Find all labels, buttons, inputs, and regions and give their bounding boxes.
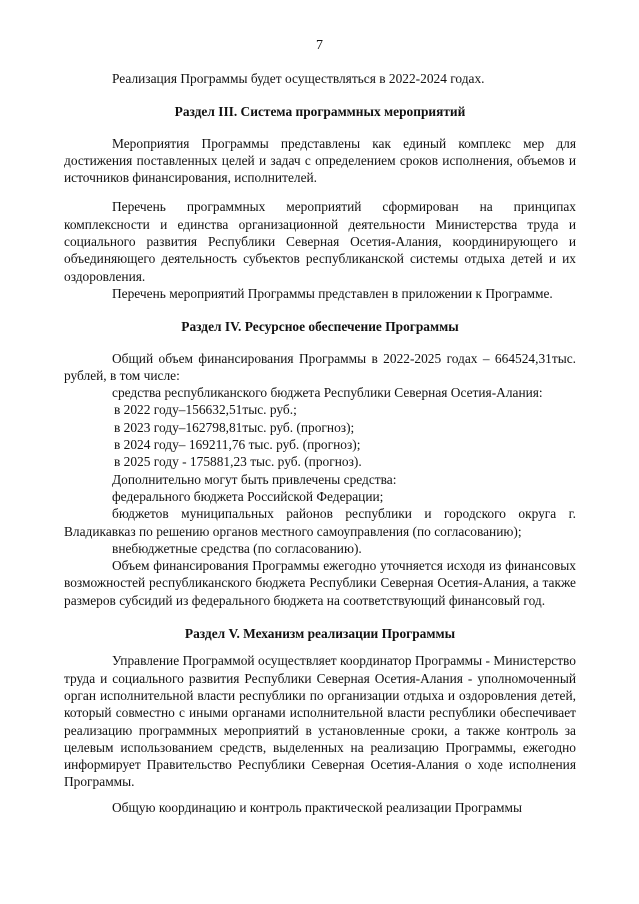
municipal-budget-item: бюджетов муниципальных районов республики и городского округа г. Владикавказ по решению органов местного самоуправления (по согласованию);	[64, 506, 576, 539]
section-4-heading: Раздел IV. Ресурсное обеспечение Программы	[181, 319, 459, 335]
section-5-heading: Раздел V. Механизм реализации Программы	[184, 626, 456, 642]
funding-2022-item: в 2022 году–156632,51тыс. руб.;	[114, 402, 297, 418]
section-5-paragraph-2: Общую координацию и контроль практической реализации Программы	[112, 799, 522, 815]
section-5-paragraph-1: Управление Программой осуществляет координатор Программы - Министерство труда и социального развития Республики Северная Осетия-Алания - уполномоченный орган исполнительной власти республики по организации отдыха и оздоровления детей, который совместно с иными органами исполнительной власти республики обеспечивает реализацию программных мероприятий в установленные сроки, а также контроль за целевым использованием средств, выделенных на реализацию Программы, ежегодно информирует Правительство Республики Северная Осетия-Алания о ходе исполнения Программы.	[64, 653, 576, 790]
page-number: 7	[316, 38, 323, 53]
section-3-paragraph-2: Перечень программных мероприятий сформирован на принципах комплексности и единства организационной деятельности Министерства труда и социального развития Республики Северная Осетия-Алания, координирующего и объединяющего деятельность субъектов республиканской системы отдыха детей и их оздоровления.	[64, 199, 576, 284]
section-3-heading: Раздел III. Система программных мероприятий	[174, 104, 466, 120]
additional-funding-text: Дополнительно могут быть привлечены средства:	[112, 471, 397, 487]
off-budget-item: внебюджетные средства (по согласованию).	[112, 540, 362, 556]
financing-adjustment-text: Объем финансирования Программы ежегодно уточняется исходя из финансовых возможностей республиканского бюджета Республики Северная Осетия-Алания, а также размеров субсидий из федерального бюджета на соответствующий финансовый год.	[64, 558, 576, 608]
realization-period-text: Реализация Программы будет осуществляться в 2022-2024 годах.	[112, 71, 485, 86]
section-3-paragraph-1: Мероприятия Программы представлены как единый комплекс мер для достижения поставленных целей и задач с определением сроков исполнения, объемов и источников финансирования, исполнителей.	[64, 135, 576, 186]
funding-2025-item: в 2025 году - 175881,23 тыс. руб. (прогноз).	[114, 454, 362, 470]
funding-2023-item: в 2023 году–162798,81тыс. руб. (прогноз);	[114, 419, 355, 435]
section-3-paragraph-3: Перечень мероприятий Программы представлен в приложении к Программе.	[112, 285, 553, 301]
financing-total-text: Общий объем финансирования Программы в 2022-2025 годах – 664524,31тыс. рублей, в том числе:	[64, 350, 576, 383]
federal-budget-item: федерального бюджета Российской Федерации;	[112, 488, 384, 504]
republican-budget-text: средства республиканского бюджета Республики Северная Осетия-Алания:	[112, 385, 543, 401]
page-body	[64, 70, 576, 816]
funding-2024-item: в 2024 году– 169211,76 тыс. руб. (прогноз);	[114, 437, 361, 453]
